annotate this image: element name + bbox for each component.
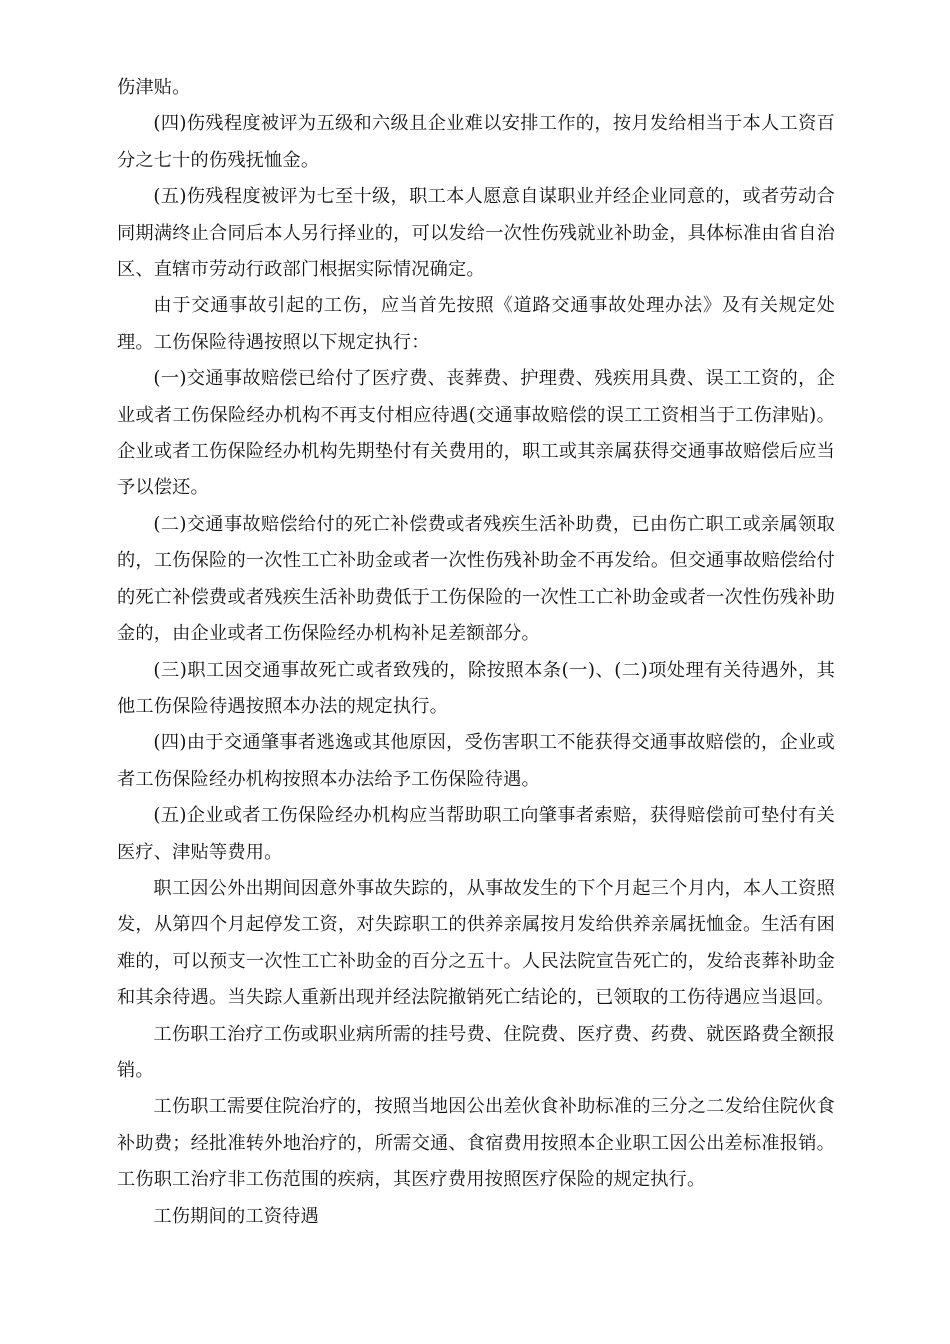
paragraph-11: 工伤职工治疗工伤或职业病所需的挂号费、住院费、医疗费、药费、就医路费全额报销。 <box>117 1023 835 1081</box>
paragraph-6: (二)交通事故赔偿给付的死亡补偿费或者残疾生活补助费，已由伤亡职工或亲属领取的，工伤保险的一次性工亡补助金或者一次性伤残补助金不再发给。但交通事故赔偿给付的死亡补偿费或者残疾生活补助费低于工伤保险的一次性工亡补助金或者一次性伤残补助金的，由企业或者工伤保险经办机构补足差额部分。 <box>117 513 835 645</box>
paragraph-5: (一)交通事故赔偿已给付了医疗费、丧葬费、护理费、残疾用具费、误工工资的，企业或者工伤保险经办机构不再支付相应待遇(交通事故赔偿的误工工资相当于工伤津贴)。企业或者工伤保险经办机构先期垫付有关费用的，职工或其亲属获得交通事故赔偿后应当予以偿还。 <box>117 368 835 499</box>
paragraph-8: (四)由于交通肇事者逃逸或其他原因，受伤害职工不能获得交通事故赔偿的，企业或者工伤保险经办机构按照本办法给予工伤保险待遇。 <box>117 732 835 790</box>
paragraph-3: (五)伤残程度被评为七至十级，职工本人愿意自谋职业并经企业同意的，或者劳动合同期满终止合同后本人另行择业的，可以发给一次性伤残就业补助金，具体标准由省自治区、直辖市劳动行政部门根据实际情况确定。 <box>117 186 835 281</box>
paragraph-10: 职工因公外出期间因意外事故失踪的，从事故发生的下个月起三个月内，本人工资照发，从第四个月起停发工资，对失踪职工的供养亲属按月发给供养亲属抚恤金。生活有困难的，可以预支一次性工亡补助金的百分之五十。人民法院宣告死亡的，发给丧葬补助金和其余待遇。当失踪人重新出现并经法院撤销死亡结论的，已领取的工伤待遇应当退回。 <box>117 877 835 1009</box>
paragraph-12: 工伤职工需要住院治疗的，按照当地因公出差伙食补助标准的三分之二发给住院伙食补助费；经批准转外地治疗的，所需交通、食宿费用按照本企业职工因公出差标准报销。工伤职工治疗非工伤范围的疾病，其医疗费用按照医疗保险的规定执行。 <box>117 1096 835 1191</box>
paragraph-1: 伤津贴。 <box>117 77 191 98</box>
paragraph-9: (五)企业或者工伤保险经办机构应当帮助职工向肇事者索赔，获得赔偿前可垫付有关医疗、津贴等费用。 <box>117 805 835 863</box>
paragraph-7: (三)职工因交通事故死亡或者致残的，除按照本条(一)、(二)项处理有关待遇外，其他工伤保险待遇按照本办法的规定执行。 <box>117 659 835 717</box>
document-body <box>117 70 835 1235</box>
paragraph-13: 工伤期间的工资待遇 <box>153 1205 319 1227</box>
paragraph-2: (四)伤残程度被评为五级和六级且企业难以安排工作的，按月发给相当于本人工资百分之七十的伤残抚恤金。 <box>117 113 835 171</box>
paragraph-4: 由于交通事故引起的工伤，应当首先按照《道路交通事故处理办法》及有关规定处理。工伤保险待遇按照以下规定执行： <box>117 295 835 353</box>
